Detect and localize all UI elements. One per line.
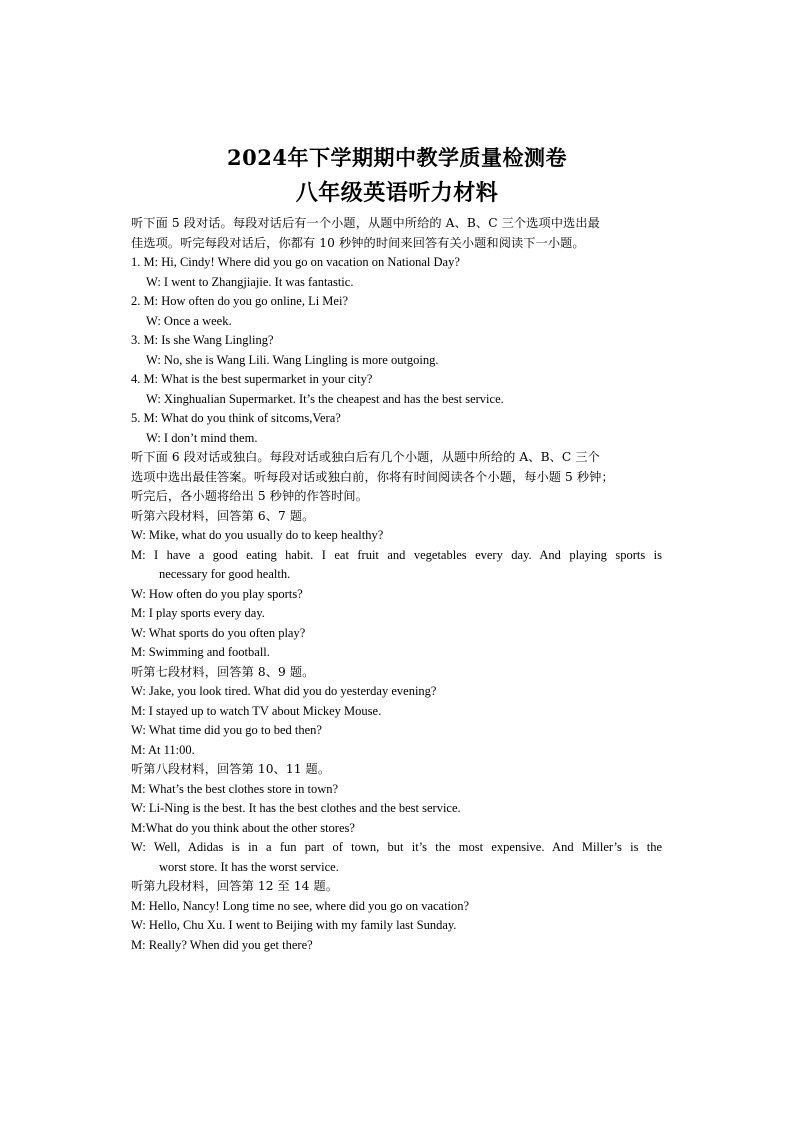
dialogue-line: W: No, she is Wang Lili. Wang Lingling is more outgoing.: [146, 352, 439, 367]
instruction-line: 听下面 6 段对话或独白。每段对话或独白后有几个小题，从题中所给的 A、B、C 三个: [131, 450, 600, 464]
dialogue-line: W: Jake, you look tired. What did you do yesterday evening?: [131, 684, 437, 698]
dialogue-line: W: Xinghualian Supermarket. It’s the cheapest and has the best service.: [146, 391, 504, 406]
dialogue-line: necessary for good health.: [159, 567, 291, 581]
dialogue-line: W: Li-Ning is the best. It has the best clothes and the best service.: [131, 801, 461, 815]
dialogue-line: W: Once a week.: [146, 313, 232, 328]
dialogue-line: W: What sports do you often play?: [131, 625, 306, 640]
dialogue-line: W: Mike, what do you usually do to keep healthy?: [131, 528, 384, 542]
dialogue-line: M: Hello, Nancy! Long time no see, where did you go on vacation?: [131, 898, 470, 913]
dialogue-line: M: What’s the best clothes store in town?: [131, 781, 339, 796]
instruction-line: 听第九段材料，回答第 12 至 14 题。: [131, 879, 339, 893]
dialogue-line: M:What do you think about the other stores?: [131, 820, 355, 835]
dialogue-line: M: I stayed up to watch TV about Mickey Mouse.: [131, 703, 382, 718]
dialogue-line: W: What time did you go to bed then?: [131, 723, 322, 737]
dialogue-line: 4. M: What is the best supermarket in your city?: [131, 372, 373, 386]
dialogue-line: 2. M: How often do you go online, Li Mei?: [131, 294, 348, 308]
dialogue-line: 5. M: What do you think of sitcoms,Vera?: [131, 411, 341, 425]
dialogue-line: 1. M: Hi, Cindy! Where did you go on vacation on National Day?: [131, 255, 460, 269]
instruction-line: 听完后，各小题将给出 5 秒钟的作答时间。: [131, 489, 368, 503]
dialogue-line: W: How often do you play sports?: [131, 586, 303, 601]
instruction-line: 选项中选出最佳答案。听每段对话或独白前，你将有时间阅读各个小题，每小题 5 秒钟；: [131, 469, 614, 484]
dialogue-line: M: Really? When did you get there?: [131, 937, 313, 952]
instruction-line: 听第八段材料，回答第 10、11 题。: [131, 762, 331, 776]
instruction-line: 佳选项。听完每段对话后，你都有 10 秒钟的时间来回答有关小题和阅读下一小题。: [131, 235, 585, 250]
dialogue-line: worst store. It has the worst service.: [159, 859, 339, 874]
dialogue-line: W: Hello, Chu Xu. I went to Beijing with my family last Sunday.: [131, 918, 457, 932]
dialogue-line: 3. M: Is she Wang Lingling?: [131, 333, 274, 347]
instruction-line: 听下面 5 段对话。每段对话后有一个小题，从题中所给的 A、B、C 三个选项中选出最: [131, 216, 600, 230]
dialogue-line: M: I have a good eating habit. I eat fruit and vegetables every day. And playing sports is: [131, 547, 662, 562]
dialogue-line: W: I went to Zhangjiajie. It was fantastic.: [146, 274, 354, 289]
dialogue-line: W: Well, Adidas is in a fun part of town, but it’s the most expensive. And Miller’s is the: [131, 840, 662, 854]
exam-subtitle: 八年级英语听力材料: [295, 180, 499, 206]
instruction-line: 听第七段材料，回答第 8、9 题。: [131, 664, 315, 679]
dialogue-line: W: I don’t mind them.: [146, 430, 258, 445]
dialogue-line: M: At 11:00.: [131, 742, 195, 757]
instruction-line: 听第六段材料，回答第 6、7 题。: [131, 508, 315, 523]
listening-script: [131, 214, 662, 955]
exam-title: 2024年下学期期中教学质量检测卷: [227, 145, 567, 170]
dialogue-line: M: I play sports every day.: [131, 606, 265, 620]
dialogue-line: M: Swimming and football.: [131, 645, 270, 659]
